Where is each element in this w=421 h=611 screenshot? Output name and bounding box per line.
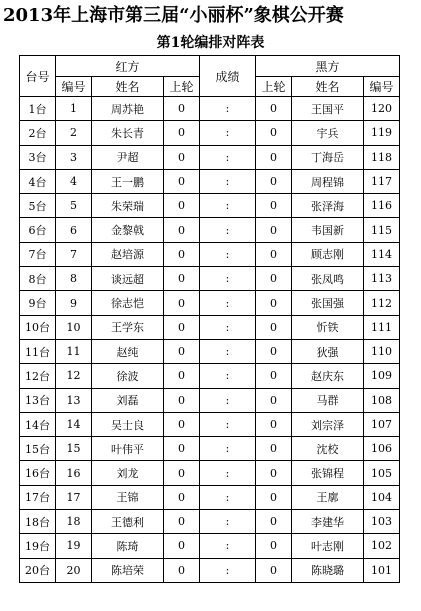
- red-name-cell: 徐志恺: [92, 291, 164, 315]
- black-name-cell: 赵庆东: [292, 364, 364, 388]
- table-no-cell: 16台: [20, 461, 56, 485]
- black-name-cell: 张锦程: [292, 461, 364, 485]
- black-name-cell: 陈晓璐: [292, 558, 364, 582]
- red-name-cell: 赵纯: [92, 339, 164, 363]
- black-prev-round-cell: 0: [256, 291, 292, 315]
- black-number-cell: 115: [364, 218, 400, 242]
- red-prev-round-cell: 0: [164, 97, 200, 121]
- red-number-cell: 1: [56, 97, 92, 121]
- table-row: [20, 364, 400, 388]
- header-black-name: 姓名: [292, 77, 364, 97]
- table-row: [20, 315, 400, 339]
- table-row: [20, 267, 400, 291]
- table-no-cell: 5台: [20, 194, 56, 218]
- table-no-cell: 14台: [20, 412, 56, 436]
- table-no-cell: 17台: [20, 485, 56, 509]
- red-name-cell: 赵培源: [92, 242, 164, 266]
- red-number-cell: 16: [56, 461, 92, 485]
- red-name-cell: 陈培荣: [92, 558, 164, 582]
- table-row: [20, 291, 400, 315]
- red-name-cell: 刘磊: [92, 388, 164, 412]
- table-no-cell: 10台: [20, 315, 56, 339]
- red-number-cell: 10: [56, 315, 92, 339]
- black-number-cell: 105: [364, 461, 400, 485]
- black-number-cell: 120: [364, 97, 400, 121]
- table-no-cell: 1台: [20, 97, 56, 121]
- black-prev-round-cell: 0: [256, 388, 292, 412]
- black-prev-round-cell: 0: [256, 218, 292, 242]
- red-prev-round-cell: 0: [164, 315, 200, 339]
- red-prev-round-cell: 0: [164, 291, 200, 315]
- red-prev-round-cell: 0: [164, 485, 200, 509]
- header-row-1: [20, 56, 400, 77]
- red-prev-round-cell: 0: [164, 461, 200, 485]
- red-name-cell: 刘龙: [92, 461, 164, 485]
- table-no-cell: 6台: [20, 218, 56, 242]
- black-prev-round-cell: 0: [256, 339, 292, 363]
- red-number-cell: 11: [56, 339, 92, 363]
- red-name-cell: 吴士良: [92, 412, 164, 436]
- table-row: [20, 558, 400, 582]
- result-cell: :: [200, 534, 256, 558]
- table-no-cell: 7台: [20, 242, 56, 266]
- black-prev-round-cell: 0: [256, 97, 292, 121]
- table-no-cell: 11台: [20, 339, 56, 363]
- red-number-cell: 7: [56, 242, 92, 266]
- table-no-cell: 15台: [20, 437, 56, 461]
- black-name-cell: 沈校: [292, 437, 364, 461]
- black-name-cell: 王廓: [292, 485, 364, 509]
- result-cell: :: [200, 510, 256, 534]
- black-number-cell: 102: [364, 534, 400, 558]
- red-name-cell: 金黎戟: [92, 218, 164, 242]
- black-number-cell: 110: [364, 339, 400, 363]
- red-number-cell: 2: [56, 121, 92, 145]
- red-name-cell: 谈远超: [92, 267, 164, 291]
- black-prev-round-cell: 0: [256, 461, 292, 485]
- black-number-cell: 101: [364, 558, 400, 582]
- black-number-cell: 116: [364, 194, 400, 218]
- black-number-cell: 113: [364, 267, 400, 291]
- table-no-cell: 8台: [20, 267, 56, 291]
- table-row: [20, 437, 400, 461]
- result-cell: :: [200, 121, 256, 145]
- red-name-cell: 王一鹏: [92, 169, 164, 193]
- document-title: 2013年上海市第三届“小丽杯”象棋公开赛: [3, 5, 344, 26]
- table-row: [20, 485, 400, 509]
- result-cell: :: [200, 194, 256, 218]
- red-number-cell: 13: [56, 388, 92, 412]
- table-row: [20, 510, 400, 534]
- table-row: [20, 218, 400, 242]
- result-cell: :: [200, 145, 256, 169]
- black-name-cell: 张凤鸣: [292, 267, 364, 291]
- red-prev-round-cell: 0: [164, 339, 200, 363]
- black-name-cell: 忻铁: [292, 315, 364, 339]
- red-prev-round-cell: 0: [164, 145, 200, 169]
- black-name-cell: 王国平: [292, 97, 364, 121]
- black-prev-round-cell: 0: [256, 194, 292, 218]
- black-name-cell: 顾志刚: [292, 242, 364, 266]
- black-name-cell: 李建华: [292, 510, 364, 534]
- red-number-cell: 20: [56, 558, 92, 582]
- table-no-cell: 13台: [20, 388, 56, 412]
- red-prev-round-cell: 0: [164, 169, 200, 193]
- header-black-prev-round: 上轮: [256, 77, 292, 97]
- red-number-cell: 19: [56, 534, 92, 558]
- red-number-cell: 6: [56, 218, 92, 242]
- red-name-cell: 陈琦: [92, 534, 164, 558]
- black-number-cell: 107: [364, 412, 400, 436]
- table-row: [20, 461, 400, 485]
- black-prev-round-cell: 0: [256, 121, 292, 145]
- table-no-cell: 19台: [20, 534, 56, 558]
- black-prev-round-cell: 0: [256, 485, 292, 509]
- black-prev-round-cell: 0: [256, 534, 292, 558]
- result-cell: :: [200, 315, 256, 339]
- table-row: [20, 412, 400, 436]
- result-cell: :: [200, 97, 256, 121]
- red-name-cell: 王德利: [92, 510, 164, 534]
- red-number-cell: 4: [56, 169, 92, 193]
- header-red-name: 姓名: [92, 77, 164, 97]
- result-cell: :: [200, 218, 256, 242]
- black-name-cell: 韦国新: [292, 218, 364, 242]
- black-name-cell: 狄强: [292, 339, 364, 363]
- result-cell: :: [200, 169, 256, 193]
- header-red-prev-round: 上轮: [164, 77, 200, 97]
- black-number-cell: 114: [364, 242, 400, 266]
- black-prev-round-cell: 0: [256, 412, 292, 436]
- result-cell: :: [200, 461, 256, 485]
- black-number-cell: 119: [364, 121, 400, 145]
- header-red-side: 红方: [56, 56, 200, 77]
- red-prev-round-cell: 0: [164, 242, 200, 266]
- result-cell: :: [200, 437, 256, 461]
- table-no-cell: 2台: [20, 121, 56, 145]
- black-name-cell: 宇兵: [292, 121, 364, 145]
- black-number-cell: 103: [364, 510, 400, 534]
- table-no-cell: 20台: [20, 558, 56, 582]
- red-number-cell: 5: [56, 194, 92, 218]
- black-name-cell: 刘宗泽: [292, 412, 364, 436]
- black-name-cell: 张国强: [292, 291, 364, 315]
- black-prev-round-cell: 0: [256, 169, 292, 193]
- pairing-rows: [20, 97, 400, 583]
- header-black-side: 黑方: [256, 56, 400, 77]
- red-name-cell: 周苏艳: [92, 97, 164, 121]
- result-cell: :: [200, 291, 256, 315]
- table-row: [20, 242, 400, 266]
- red-prev-round-cell: 0: [164, 121, 200, 145]
- red-name-cell: 尹超: [92, 145, 164, 169]
- table-row: [20, 388, 400, 412]
- red-prev-round-cell: 0: [164, 267, 200, 291]
- red-prev-round-cell: 0: [164, 388, 200, 412]
- table-no-cell: 9台: [20, 291, 56, 315]
- result-cell: :: [200, 339, 256, 363]
- black-name-cell: 丁海岳: [292, 145, 364, 169]
- red-number-cell: 14: [56, 412, 92, 436]
- black-prev-round-cell: 0: [256, 145, 292, 169]
- red-number-cell: 3: [56, 145, 92, 169]
- black-number-cell: 108: [364, 388, 400, 412]
- red-name-cell: 王锦: [92, 485, 164, 509]
- black-name-cell: 马群: [292, 388, 364, 412]
- red-name-cell: 叶伟平: [92, 437, 164, 461]
- black-prev-round-cell: 0: [256, 242, 292, 266]
- black-prev-round-cell: 0: [256, 364, 292, 388]
- black-name-cell: 张泽海: [292, 194, 364, 218]
- red-name-cell: 朱荣瑞: [92, 194, 164, 218]
- table-no-cell: 18台: [20, 510, 56, 534]
- red-prev-round-cell: 0: [164, 412, 200, 436]
- result-cell: :: [200, 485, 256, 509]
- table-no-cell: 12台: [20, 364, 56, 388]
- table-row: [20, 145, 400, 169]
- header-table-no: 台号: [20, 56, 56, 97]
- table-no-cell: 3台: [20, 145, 56, 169]
- red-number-cell: 12: [56, 364, 92, 388]
- table-row: [20, 339, 400, 363]
- table-row: [20, 97, 400, 121]
- red-number-cell: 18: [56, 510, 92, 534]
- red-name-cell: 朱长青: [92, 121, 164, 145]
- black-number-cell: 111: [364, 315, 400, 339]
- pairing-table: [19, 55, 400, 583]
- result-cell: :: [200, 267, 256, 291]
- black-prev-round-cell: 0: [256, 267, 292, 291]
- black-prev-round-cell: 0: [256, 558, 292, 582]
- red-prev-round-cell: 0: [164, 218, 200, 242]
- black-number-cell: 117: [364, 169, 400, 193]
- black-number-cell: 118: [364, 145, 400, 169]
- red-name-cell: 徐波: [92, 364, 164, 388]
- red-prev-round-cell: 0: [164, 510, 200, 534]
- black-name-cell: 叶志刚: [292, 534, 364, 558]
- red-number-cell: 17: [56, 485, 92, 509]
- red-prev-round-cell: 0: [164, 534, 200, 558]
- red-prev-round-cell: 0: [164, 558, 200, 582]
- result-cell: :: [200, 412, 256, 436]
- black-prev-round-cell: 0: [256, 437, 292, 461]
- document-subtitle: 第1轮编排对阵表: [156, 35, 265, 51]
- black-prev-round-cell: 0: [256, 315, 292, 339]
- black-prev-round-cell: 0: [256, 510, 292, 534]
- table-row: [20, 169, 400, 193]
- table-no-cell: 4台: [20, 169, 56, 193]
- red-number-cell: 9: [56, 291, 92, 315]
- header-result: 成绩: [200, 56, 256, 97]
- table-row: [20, 534, 400, 558]
- red-number-cell: 15: [56, 437, 92, 461]
- table-row: [20, 194, 400, 218]
- black-name-cell: 周程锦: [292, 169, 364, 193]
- table-row: [20, 121, 400, 145]
- result-cell: :: [200, 242, 256, 266]
- result-cell: :: [200, 558, 256, 582]
- red-prev-round-cell: 0: [164, 437, 200, 461]
- black-number-cell: 106: [364, 437, 400, 461]
- black-number-cell: 104: [364, 485, 400, 509]
- black-number-cell: 112: [364, 291, 400, 315]
- header-black-number: 编号: [364, 77, 400, 97]
- red-prev-round-cell: 0: [164, 194, 200, 218]
- header-red-number: 编号: [56, 77, 92, 97]
- result-cell: :: [200, 364, 256, 388]
- red-name-cell: 王学东: [92, 315, 164, 339]
- black-number-cell: 109: [364, 364, 400, 388]
- result-cell: :: [200, 388, 256, 412]
- red-number-cell: 8: [56, 267, 92, 291]
- red-prev-round-cell: 0: [164, 364, 200, 388]
